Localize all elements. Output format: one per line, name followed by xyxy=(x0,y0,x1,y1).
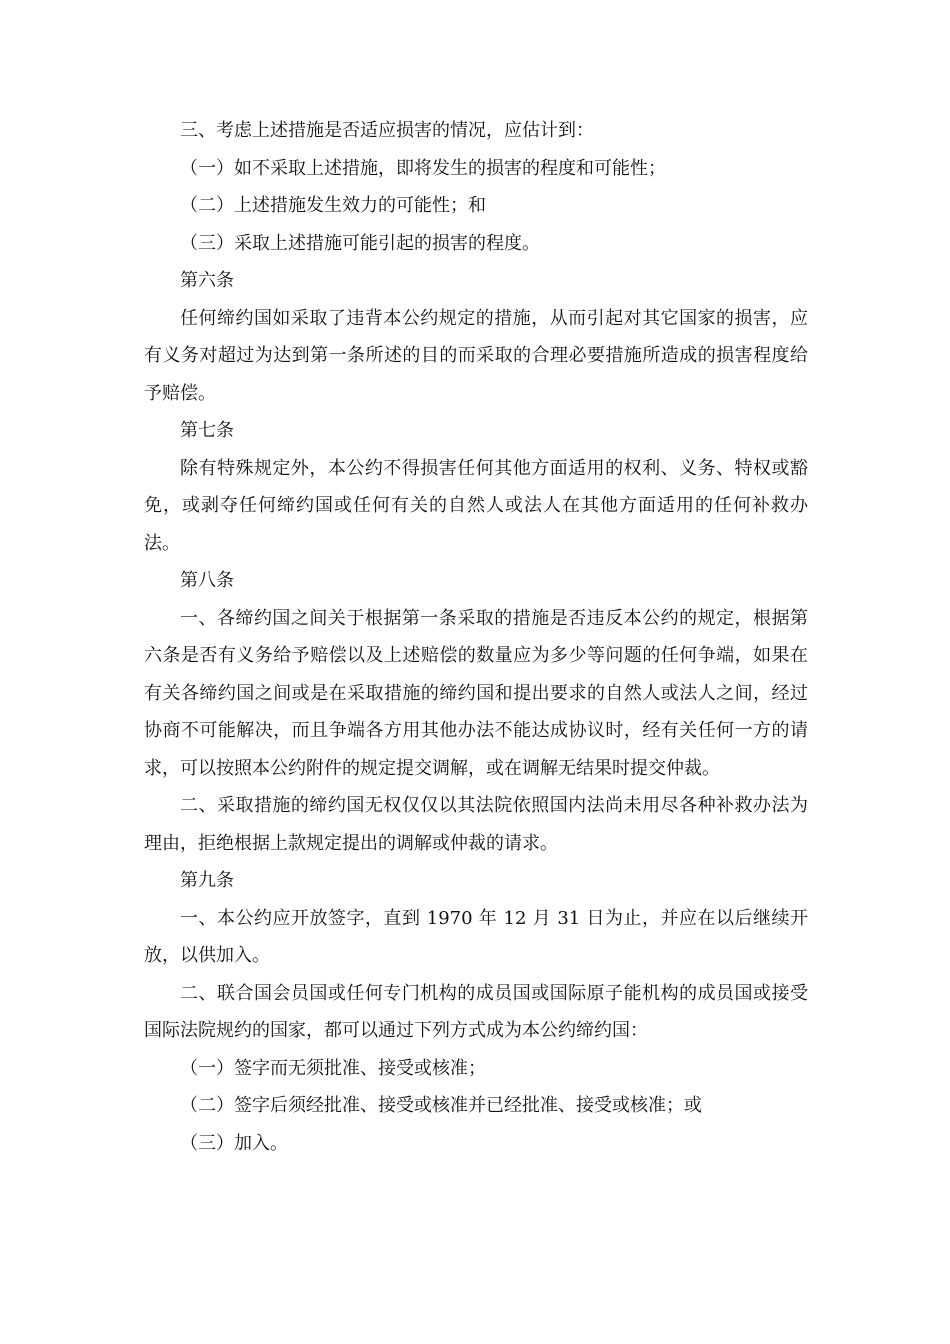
list-item: （三）加入。 xyxy=(180,1132,288,1154)
article-heading-8: 第八条 xyxy=(180,570,234,591)
paragraph-article-8-clause-2: 二、采取措施的缔约国无权仅仅以其法院依照国内法尚未用尽各种补救办法为理由，拒绝根据上款规定提出的调解或仲裁的请求。 xyxy=(144,795,808,854)
paragraph-article-9-clause-2: 二、联合国会员国或任何专门机构的成员国或国际原子能机构的成员国或接受国际法院规约的国家，都可以通过下列方式成为本公约缔约国： xyxy=(144,982,808,1041)
article-heading-6: 第六条 xyxy=(180,270,234,291)
list-item: （二）签字后须经批准、接受或核准并已经批准、接受或核准；或 xyxy=(180,1095,702,1116)
list-item: （二）上述措施发生效力的可能性；和 xyxy=(180,195,486,216)
paragraph-article-9-clause-1: 一、本公约应开放签字，直到 1970 年 12 月 31 日为止，并应在以后继续开放，以供加入。 xyxy=(144,907,808,966)
paragraph-article-7: 除有特殊规定外，本公约不得损害任何其他方面适用的权利、义务、特权或豁免，或剥夺任何缔约国或任何有关的自然人或法人在其他方面适用的任何补救办法。 xyxy=(144,457,808,554)
list-item: （一）签字而无须批准、接受或核准； xyxy=(180,1057,486,1079)
document-body xyxy=(144,112,808,1162)
list-item: （三）采取上述措施可能引起的损害的程度。 xyxy=(180,232,540,254)
paragraph-article-5-clause-3: 三、考虑上述措施是否适应损害的情况，应估计到： xyxy=(180,120,594,141)
article-heading-9: 第九条 xyxy=(180,870,234,891)
article-heading-7: 第七条 xyxy=(180,420,234,441)
paragraph-article-8-clause-1: 一、各缔约国之间关于根据第一条采取的措施是否违反本公约的规定，根据第六条是否有义务给予赔偿以及上述赔偿的数量应为多少等问题的任何争端，如果在有关各缔约国之间或是在采取措施的缔约国和提出要求的自然人或法人之间，经过协商不可能解决，而且争端各方用其他办法不能达成协议时，经有关任何一方的请求，可以按照本公约附件的规定提交调解，或在调解无结果时提交仲裁。 xyxy=(144,607,808,779)
list-item: （一）如不采取上述措施，即将发生的损害的程度和可能性； xyxy=(180,157,666,179)
paragraph-article-6: 任何缔约国如采取了违背本公约规定的措施，从而引起对其它国家的损害，应有义务对超过为达到第一条所述的目的而采取的合理必要措施所造成的损害程度给予赔偿。 xyxy=(144,307,808,404)
